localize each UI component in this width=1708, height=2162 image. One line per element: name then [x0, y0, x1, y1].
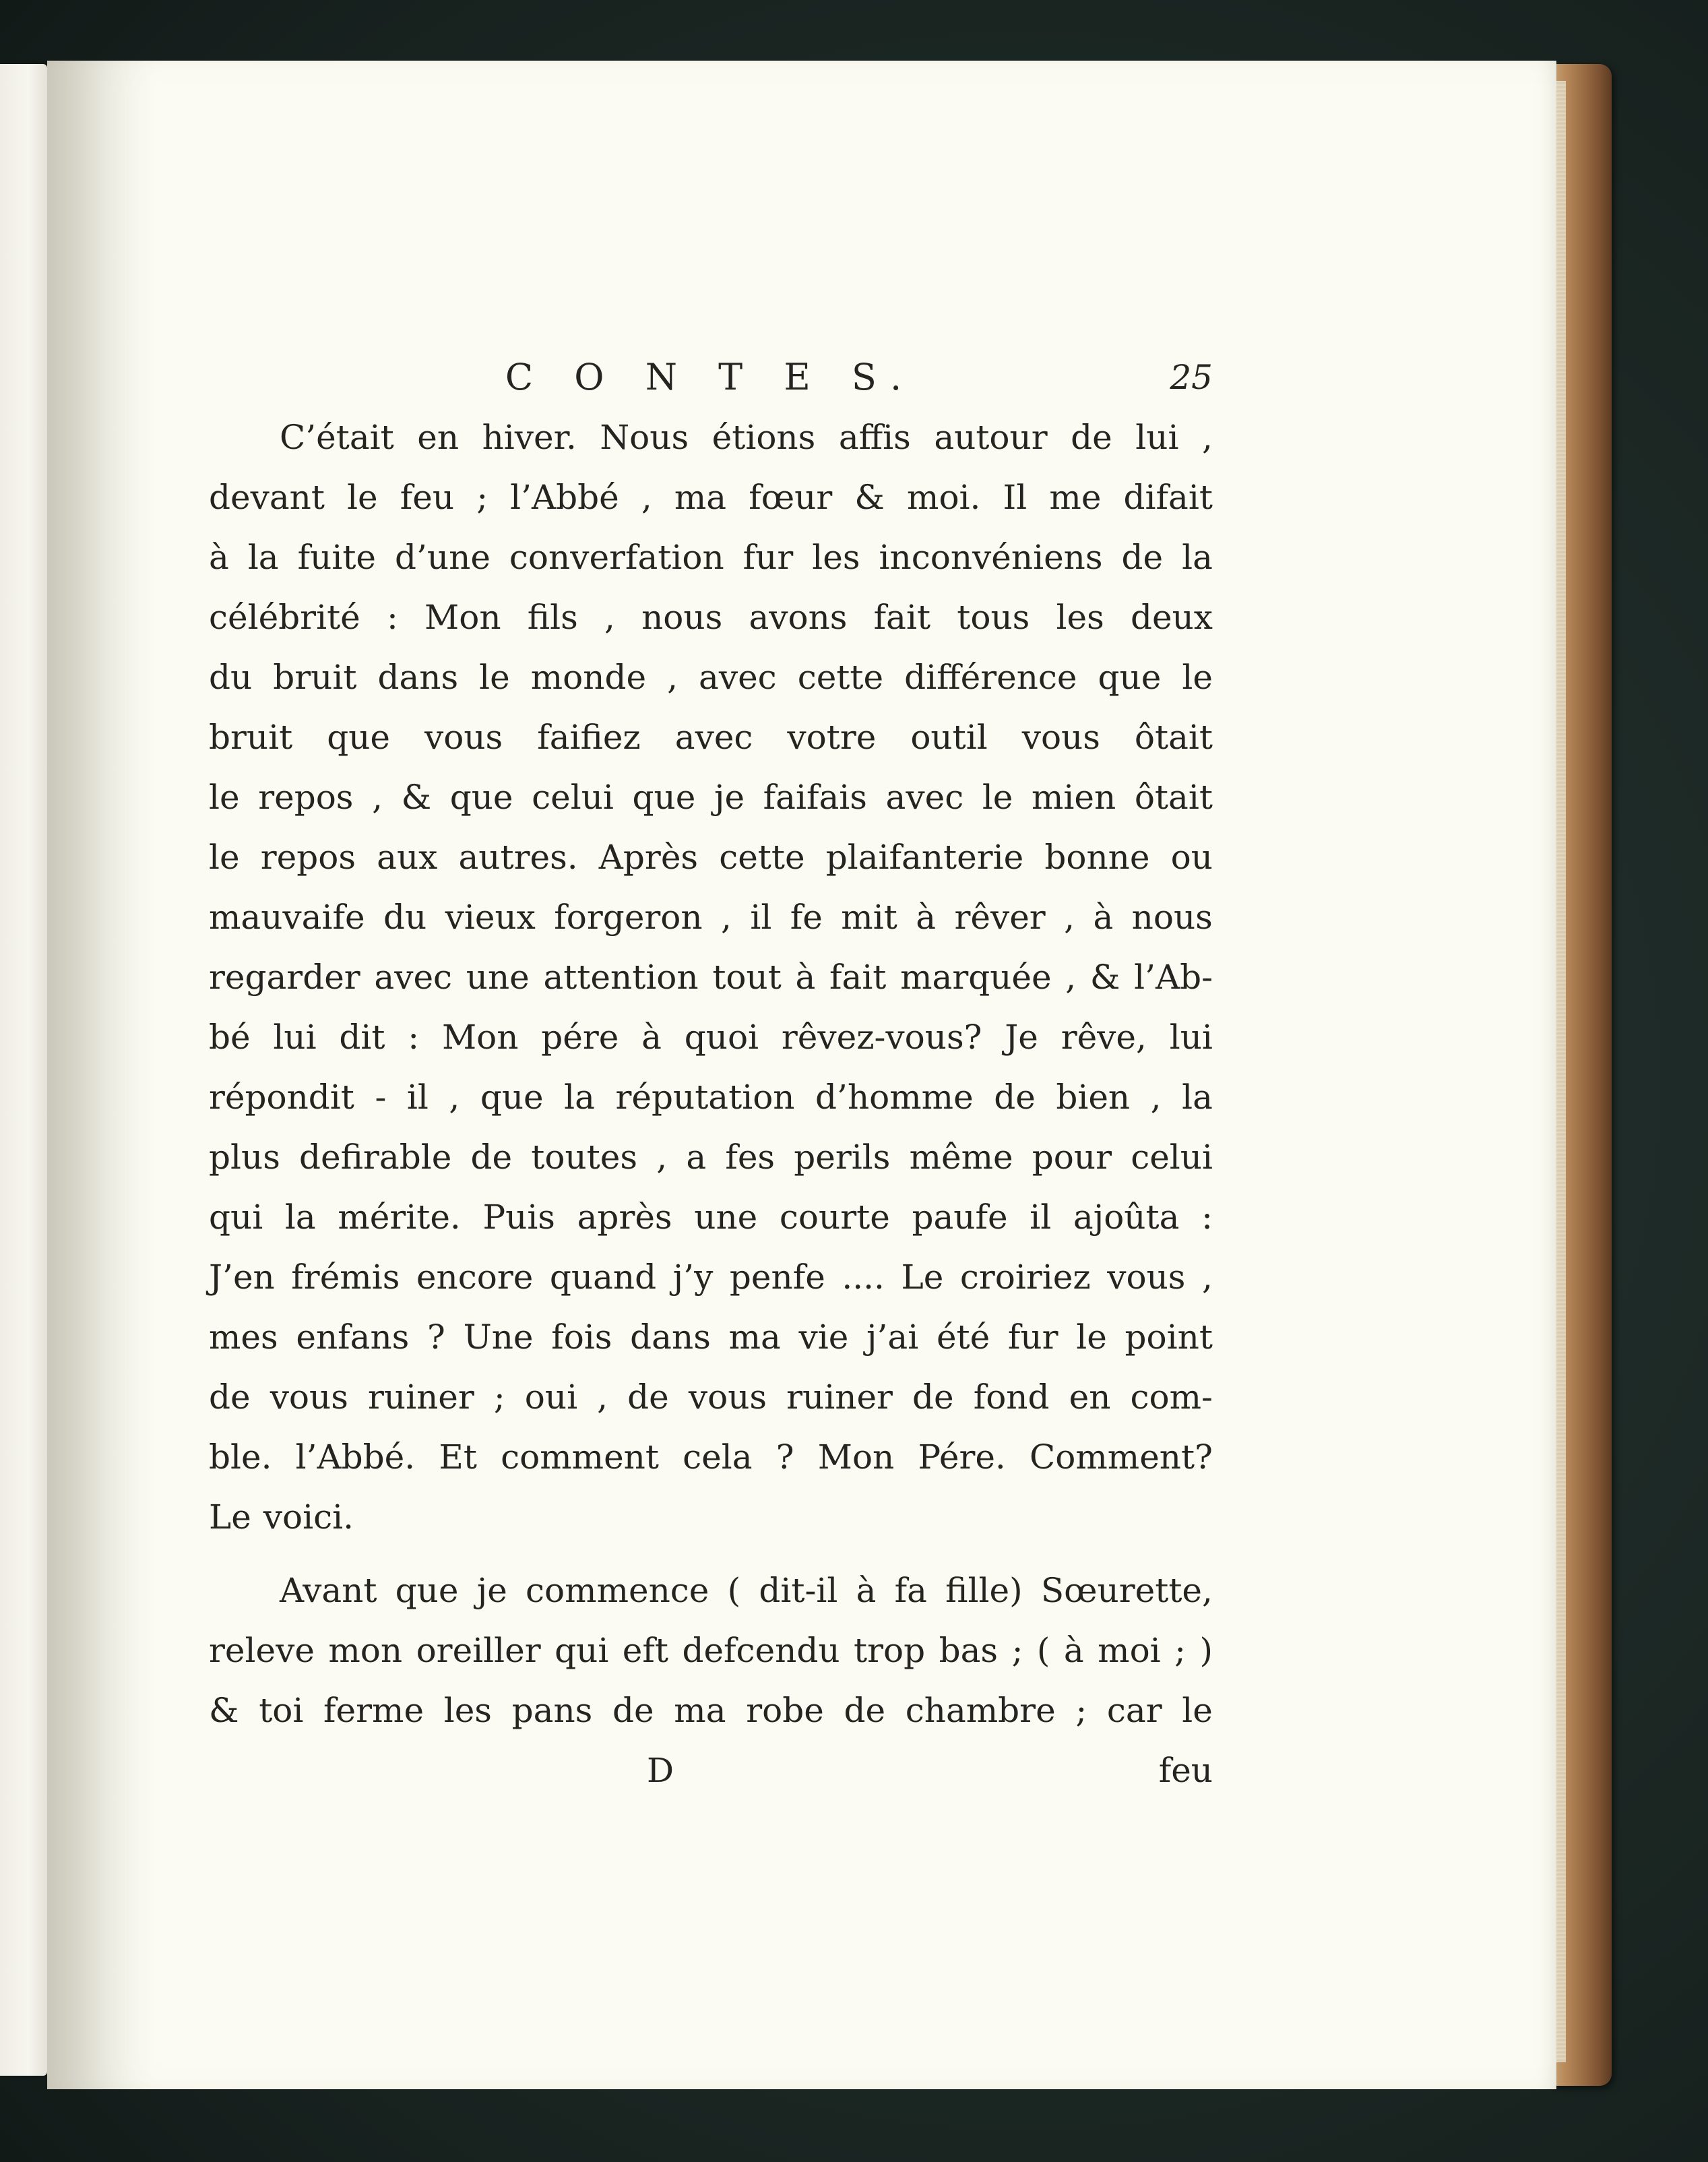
word: Mon: [424, 598, 501, 637]
word: avec: [674, 718, 753, 757]
text-line: [209, 768, 1213, 828]
word: oreiller: [416, 1631, 541, 1670]
word: répondit: [209, 1078, 354, 1117]
word: en: [417, 418, 460, 457]
text-line: [209, 1008, 1213, 1068]
word: -: [375, 1078, 387, 1117]
word: commence: [526, 1571, 709, 1610]
word: après: [577, 1198, 672, 1237]
word: defirable: [299, 1138, 452, 1177]
signature-mark: D: [647, 1751, 674, 1790]
text-line: [209, 468, 1213, 528]
word: étions: [711, 418, 816, 457]
word: ma: [674, 1691, 726, 1730]
word: de: [1121, 538, 1164, 577]
word: dit-il: [759, 1571, 838, 1610]
word: frémis: [291, 1258, 400, 1297]
word: point: [1125, 1318, 1213, 1357]
word: fait: [829, 958, 887, 997]
word: ?: [776, 1438, 794, 1477]
word: robe: [746, 1691, 824, 1730]
running-head-title: C O N T E S.: [505, 356, 917, 398]
word: de: [912, 1378, 954, 1417]
word: de: [470, 1138, 513, 1177]
word: mérite.: [338, 1198, 461, 1237]
word: a: [686, 1138, 707, 1177]
word: toutes: [531, 1138, 638, 1177]
word: celui: [1131, 1138, 1213, 1177]
word: fe: [790, 898, 823, 937]
running-head: [209, 347, 1213, 408]
word: vous: [1107, 1258, 1186, 1297]
word: dans: [630, 1318, 711, 1357]
word: celui: [532, 778, 614, 817]
gutter-shadow: [47, 61, 155, 2089]
word: deux: [1131, 598, 1213, 637]
text-line: [209, 588, 1213, 648]
word: je: [714, 778, 745, 817]
word: le: [209, 778, 240, 817]
word: votre: [787, 718, 877, 757]
word: à: [856, 1571, 877, 1610]
word: &: [401, 778, 432, 817]
word: chambre: [905, 1691, 1056, 1730]
word: fur: [742, 538, 794, 577]
word: à: [1063, 1631, 1084, 1670]
word: outil: [910, 718, 988, 757]
word: une: [466, 958, 530, 997]
word: enfans: [296, 1318, 410, 1357]
word: le: [1182, 658, 1213, 697]
word: (: [1036, 1631, 1050, 1670]
text-line: [209, 1247, 1213, 1307]
word: que: [632, 778, 696, 817]
word: ;: [493, 1378, 505, 1417]
word: en: [1069, 1378, 1111, 1417]
word: à: [916, 898, 937, 937]
word: fils: [527, 598, 578, 637]
word: célébrité: [209, 598, 360, 637]
word: ferme: [323, 1691, 424, 1730]
word: ma: [674, 478, 727, 517]
word: faifiez: [537, 718, 641, 757]
word: mes: [209, 1318, 278, 1357]
text-line: [209, 948, 1213, 1008]
word: vie: [798, 1318, 849, 1357]
text-line: [209, 1187, 1213, 1247]
word: la: [247, 538, 279, 577]
word: ;: [1011, 1631, 1023, 1670]
word: car: [1106, 1691, 1162, 1730]
word: forgeron: [554, 898, 703, 937]
word: ): [1199, 1631, 1213, 1670]
word: il: [406, 1078, 429, 1117]
word: ôtait: [1134, 718, 1213, 757]
word: réputation: [615, 1078, 795, 1117]
word: plaifanterie: [825, 838, 1024, 877]
word: fur: [1007, 1318, 1058, 1357]
text-line: [209, 708, 1213, 768]
word: mit: [841, 898, 897, 937]
word: bien: [1056, 1078, 1131, 1117]
word: rêve,: [1061, 1018, 1147, 1057]
word: la: [1182, 1078, 1213, 1117]
word: à: [209, 538, 229, 577]
word: que: [1098, 658, 1162, 697]
word: bonne: [1044, 838, 1150, 877]
word: Et: [439, 1438, 477, 1477]
body-text: [209, 408, 1213, 1741]
word: ,: [372, 778, 383, 817]
word: les: [1056, 598, 1104, 637]
word: fille): [945, 1571, 1023, 1610]
word: mon: [328, 1631, 403, 1670]
word: Il: [1003, 478, 1027, 517]
text-line: [209, 1681, 1213, 1741]
word: ?: [427, 1318, 445, 1357]
word: feu: [400, 478, 455, 517]
word: j’ai: [866, 1318, 919, 1357]
word: ,: [1065, 958, 1077, 997]
word: d’homme: [815, 1078, 974, 1117]
word: ;: [1174, 1631, 1186, 1670]
word: :: [1201, 1198, 1213, 1237]
word: ble.: [209, 1438, 272, 1477]
word: &: [1089, 958, 1120, 997]
text-line: [209, 1621, 1213, 1681]
word: &: [209, 1691, 239, 1730]
word: ,: [604, 598, 615, 637]
word: trop: [854, 1631, 926, 1670]
word: aux: [377, 838, 438, 877]
word: C’était: [280, 418, 394, 457]
word: mauvaife: [209, 898, 365, 937]
word: fond: [973, 1378, 1050, 1417]
word: Sœurette,: [1040, 1571, 1213, 1610]
word: avec: [885, 778, 964, 817]
word: avec: [374, 958, 453, 997]
word: (: [727, 1571, 741, 1610]
word: l’Ab-: [1134, 958, 1213, 997]
word: fa: [894, 1571, 927, 1610]
word: me: [1049, 478, 1102, 517]
word: devant: [209, 478, 325, 517]
word: monde: [530, 658, 647, 697]
word: le: [1182, 1691, 1213, 1730]
word: ,: [597, 1378, 608, 1417]
word: fuite: [297, 538, 377, 577]
word: vous: [688, 1378, 767, 1417]
word: releve: [209, 1631, 315, 1670]
word: hiver.: [482, 418, 577, 457]
paragraph-gap: [209, 1547, 1213, 1561]
word: les: [443, 1691, 492, 1730]
word: le: [209, 838, 240, 877]
word: dans: [377, 658, 459, 697]
word: com-: [1130, 1378, 1213, 1417]
word: ,: [641, 478, 652, 517]
word: ou: [1170, 838, 1213, 877]
word: autres.: [458, 838, 578, 877]
word: ,: [1064, 898, 1075, 937]
word: le: [982, 778, 1013, 817]
word: différence: [904, 658, 1077, 697]
word: ....: [842, 1258, 885, 1297]
word: ôtait: [1134, 778, 1213, 817]
word: j’y: [672, 1258, 714, 1297]
word: lui: [1135, 418, 1179, 457]
word: rêver: [954, 898, 1046, 937]
word: que: [449, 778, 513, 817]
text-line: [209, 1427, 1213, 1487]
word: de: [209, 1378, 251, 1417]
word: pour: [1032, 1138, 1112, 1177]
word: vous: [424, 718, 503, 757]
word: marquée: [900, 958, 1052, 997]
word: de: [994, 1078, 1036, 1117]
word: regarder: [209, 958, 360, 997]
word: plus: [209, 1138, 280, 1177]
word: :: [386, 598, 398, 637]
word: Avant: [280, 1571, 377, 1610]
word: courte: [779, 1198, 890, 1237]
text-line: [209, 828, 1213, 888]
word: avons: [749, 598, 848, 637]
word: attention: [543, 958, 699, 997]
word: l’Abbé.: [295, 1438, 416, 1477]
word: de: [1071, 418, 1112, 457]
word: quand: [549, 1258, 657, 1297]
word: converfation: [509, 538, 724, 577]
word: moi.: [907, 478, 981, 517]
word: ajoûta: [1073, 1198, 1180, 1237]
word: pans: [511, 1691, 593, 1730]
word: autour: [934, 418, 1048, 457]
word: il: [1030, 1198, 1052, 1237]
word: defcendu: [682, 1631, 840, 1670]
word: tous: [957, 598, 1030, 637]
word: inconvéniens: [879, 538, 1103, 577]
word: à: [795, 958, 816, 997]
text-line: [209, 1068, 1213, 1128]
word: cette: [719, 838, 805, 877]
text-line: [209, 888, 1213, 948]
word: fœur: [749, 478, 833, 517]
word: à: [1093, 898, 1114, 937]
word: paufe: [912, 1198, 1008, 1237]
word: bé: [209, 1018, 251, 1057]
word: la: [284, 1198, 316, 1237]
word: qui: [555, 1631, 609, 1670]
page-footer: [209, 1741, 1213, 1801]
word: pére: [541, 1018, 619, 1057]
word: été: [936, 1318, 990, 1357]
word: repos: [258, 778, 354, 817]
word: nous: [641, 598, 723, 637]
word: nous: [1131, 898, 1213, 937]
word: ,: [667, 658, 678, 697]
word: croiriez: [959, 1258, 1091, 1297]
word: Comment?: [1030, 1438, 1213, 1477]
word: moi: [1098, 1631, 1161, 1670]
word: Pére.: [918, 1438, 1006, 1477]
word: ,: [1202, 1258, 1213, 1297]
word: que: [395, 1571, 459, 1610]
word: lui: [1169, 1018, 1213, 1057]
text-line: [209, 648, 1213, 708]
word: Mon: [441, 1018, 519, 1057]
word: à: [641, 1018, 662, 1057]
word: ,: [1150, 1078, 1162, 1117]
word: vous: [270, 1378, 348, 1417]
word: Mon: [817, 1438, 895, 1477]
word: ,: [449, 1078, 460, 1117]
facing-page-edge: [0, 64, 47, 2076]
word: de: [627, 1378, 669, 1417]
word: ;: [476, 478, 488, 517]
word: difait: [1123, 478, 1213, 517]
word: fes: [725, 1138, 776, 1177]
word: Puis: [482, 1198, 555, 1237]
word: ruiner: [367, 1378, 474, 1417]
word: :: [408, 1018, 420, 1057]
word: mien: [1032, 778, 1116, 817]
word: tout: [712, 958, 782, 997]
word: avec: [699, 658, 777, 697]
word: l’Abbé: [510, 478, 619, 517]
word: rêvez-vous?: [781, 1018, 982, 1057]
text-line: [209, 1487, 1213, 1547]
word: vous: [1021, 718, 1100, 757]
word: bruit: [273, 658, 357, 697]
word: je: [476, 1571, 507, 1610]
word: une: [694, 1198, 758, 1237]
word: lui: [273, 1018, 317, 1057]
text-line: [209, 408, 1213, 468]
word: ,: [721, 898, 732, 937]
word: affis: [838, 418, 911, 457]
word: Le: [209, 1497, 251, 1537]
word: vieux: [445, 898, 536, 937]
word: J’en: [209, 1258, 275, 1297]
word: ,: [1201, 418, 1213, 457]
word: du: [209, 658, 253, 697]
word: oui: [524, 1378, 578, 1417]
word: Après: [598, 838, 699, 877]
page-fore-edge: [1556, 81, 1566, 2062]
word: Je: [1005, 1018, 1038, 1057]
word: faifais: [763, 778, 867, 817]
word: les: [812, 538, 860, 577]
word: de: [612, 1691, 654, 1730]
word: bas: [939, 1631, 999, 1670]
word: même: [909, 1138, 1013, 1177]
word: cette: [797, 658, 884, 697]
word: encore: [416, 1258, 534, 1297]
word: perils: [794, 1138, 891, 1177]
word: repos: [260, 838, 356, 877]
word: qui: [209, 1198, 263, 1237]
word: le: [1076, 1318, 1107, 1357]
word: ;: [1075, 1691, 1087, 1730]
word: que: [327, 718, 390, 757]
word: fois: [551, 1318, 612, 1357]
text-block: [209, 347, 1213, 1801]
word: Une: [463, 1318, 534, 1357]
word: il: [750, 898, 772, 937]
word: penfe: [729, 1258, 825, 1297]
word: eft: [622, 1631, 668, 1670]
word: ,: [656, 1138, 668, 1177]
word: toi: [259, 1691, 304, 1730]
word: le: [347, 478, 378, 517]
word: le: [479, 658, 510, 697]
word: cela: [683, 1438, 753, 1477]
word: Nous: [600, 418, 689, 457]
word: que: [480, 1078, 544, 1117]
word: voici.: [263, 1497, 354, 1537]
word: fait: [873, 598, 931, 637]
word: du: [383, 898, 427, 937]
catchword: feu: [1158, 1751, 1213, 1790]
word: &: [854, 478, 885, 517]
word: comment: [501, 1438, 659, 1477]
word: la: [1182, 538, 1213, 577]
word: ruiner: [786, 1378, 893, 1417]
word: la: [564, 1078, 595, 1117]
word: bruit: [209, 718, 293, 757]
word: quoi: [684, 1018, 759, 1057]
text-line: [209, 1561, 1213, 1621]
word: de: [844, 1691, 886, 1730]
word: ma: [728, 1318, 781, 1357]
text-line: [209, 1307, 1213, 1367]
word: d’une: [395, 538, 491, 577]
word: Le: [901, 1258, 944, 1297]
text-line: [209, 1367, 1213, 1427]
page-number: 25: [1170, 358, 1213, 397]
text-line: [209, 1128, 1213, 1187]
text-line: [209, 528, 1213, 588]
word: dit: [339, 1018, 385, 1057]
